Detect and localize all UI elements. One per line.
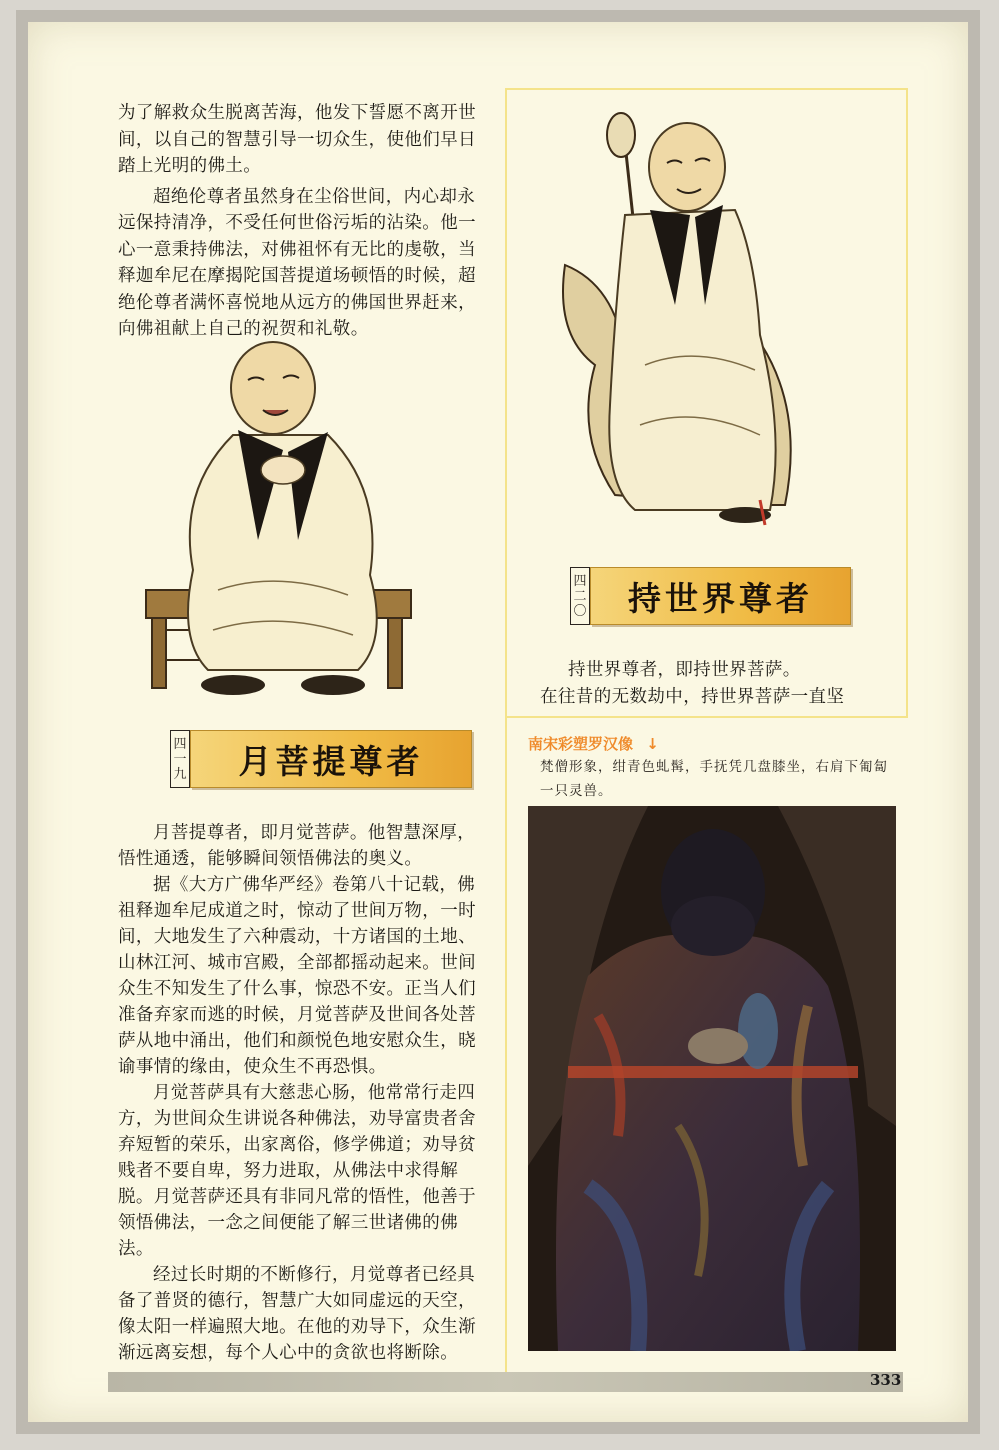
top-rule bbox=[505, 88, 908, 90]
numeral: 四 bbox=[173, 736, 187, 752]
paragraph: 超绝伦尊者虽然身在尘俗世间，内心却永远保持清净，不受任何世俗污垢的沾染。他一心一意秉持佛法，对佛祖怀有无比的虔敬，当释迦牟尼在摩揭陀国菩提道场顿悟的时候，超绝伦尊者满怀喜悦地从远方的佛国世界赶来，向佛祖献上自己的祝贺和礼敬。 bbox=[118, 186, 476, 339]
caption-rule bbox=[505, 716, 908, 718]
page-number: 333 bbox=[870, 1371, 902, 1389]
seated-monk-illustration bbox=[138, 340, 438, 720]
sculpture-image bbox=[528, 806, 896, 1351]
footer-bar bbox=[108, 1372, 903, 1392]
section-title-419 bbox=[170, 730, 472, 788]
numeral: 二 bbox=[573, 588, 587, 604]
section-heading: 月菩提尊者 bbox=[190, 730, 472, 788]
paragraph: 月菩提尊者，即月觉菩萨。他智慧深厚，悟性通透，能够瞬间领悟佛法的奥义。 bbox=[118, 823, 476, 869]
numeral: 九 bbox=[173, 766, 187, 782]
section-number bbox=[170, 730, 190, 788]
paragraph: 月觉菩萨具有大慈悲心肠，他常常行走四方，为世间众生讲说各种佛法，劝导富贵者舍弃短暂的荣乐，出家离俗，修学佛道；劝导贫贱者不要自卑，努力进取，从佛法中求得解脱。月觉菩萨还具有非同凡常的悟性，他善于领悟佛法，一念之间便能了解三世诸佛的佛法。 bbox=[118, 1083, 476, 1259]
arhat-sculpture-photo bbox=[528, 806, 896, 1351]
paragraph: 经过长时期的不断修行，月觉尊者已经具备了普贤的德行，智慧广大如同虚远的天空，像太阳一样遍照大地。在他的劝导下，众生渐渐远离妄想，每个人心中的贪欲也将断除。 bbox=[118, 1265, 476, 1363]
down-arrow-icon: ↓ bbox=[646, 735, 659, 753]
numeral: 一 bbox=[173, 751, 187, 767]
section-number bbox=[570, 567, 590, 625]
standing-monk-illustration bbox=[555, 105, 815, 535]
paragraph: 在往昔的无数劫中，持世界菩萨一直坚 bbox=[540, 687, 845, 707]
paragraph: 据《大方广佛华严经》卷第八十记载，佛祖释迦牟尼成道之时，惊动了世间万物，一时间，大地发生了六种震动，十方诸国的土地、山林江河、城市宫殿，全部都摇动起来。世间众生不知发生了什么事，惊恐不安。正当人们准备弃家而逃的时候，月觉菩萨及世间各处菩萨从地中涌出，他们和颜悦色地安慰众生，晓谕事情的缘由，使众生不再恐惧。 bbox=[118, 875, 476, 1077]
paragraph: 为了解救众生脱离苦海，他发下誓愿不离开世间，以自己的智慧引导一切众生，使他们早日踏上光明的佛土。 bbox=[118, 103, 476, 176]
section-title-420 bbox=[570, 567, 851, 625]
numeral: 四 bbox=[573, 573, 587, 589]
photo-caption-text: 梵僧形象，绀青色虬髯，手抚凭几盘膝坐，右肩下匍匐一只灵兽。 bbox=[540, 759, 888, 799]
right-text bbox=[540, 657, 910, 711]
section-heading: 持世界尊者 bbox=[590, 567, 851, 625]
paragraph: 持世界尊者，即持世界菩萨。 bbox=[568, 660, 801, 680]
numeral: 〇 bbox=[573, 603, 587, 619]
left-top-text bbox=[118, 100, 488, 343]
top-right-rule bbox=[906, 88, 908, 716]
photo-caption-title bbox=[528, 733, 659, 754]
left-bottom-text bbox=[118, 820, 488, 1366]
caption-title-text: 南宋彩塑罗汉像 bbox=[528, 735, 634, 753]
column-divider bbox=[505, 88, 507, 716]
caption-left-rule bbox=[505, 716, 507, 1376]
